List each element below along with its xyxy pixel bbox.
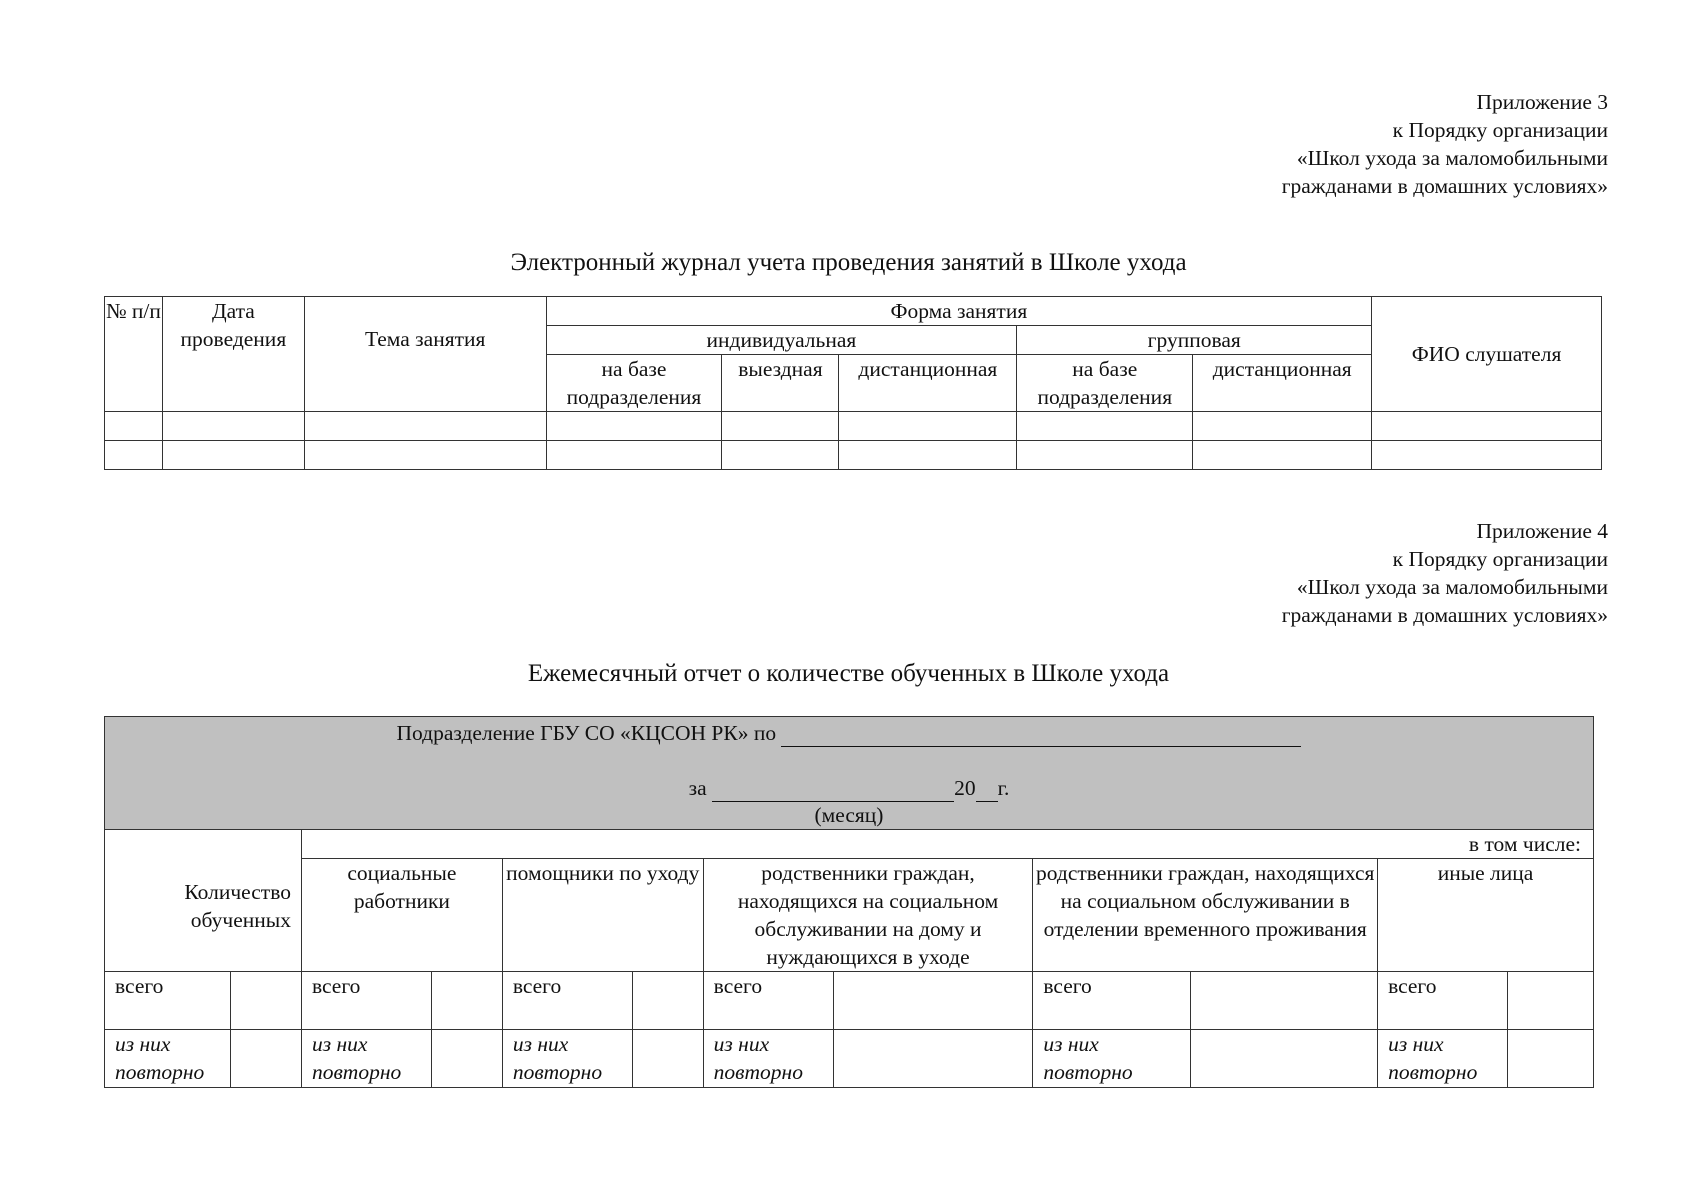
table-cell: [1372, 412, 1602, 441]
individual-visiting-header: выездная: [722, 355, 839, 412]
table-cell: [105, 412, 163, 441]
appendix-3-line-2: к Порядку организации: [1392, 118, 1608, 142]
table-cell: [722, 441, 839, 470]
report-title: Ежемесячный отчет о количестве обученных в Школе ухода: [527, 660, 1170, 687]
table-cell: [722, 412, 839, 441]
total-label: всего: [502, 972, 632, 1030]
form-header: Форма занятия: [546, 297, 1372, 326]
category-other: иные лица: [1378, 859, 1594, 972]
repeat-value[interactable]: [833, 1030, 1033, 1088]
total-row: [105, 972, 1594, 1030]
individual-header: индивидуальная: [546, 326, 1017, 355]
repeat-row: [105, 1030, 1594, 1088]
table-cell: [546, 412, 722, 441]
report-header-block: [105, 717, 1594, 830]
individual-distance-header: дистанционная: [839, 355, 1017, 412]
subdivision-input-line[interactable]: [781, 722, 1301, 747]
col-number-header: № п/п: [105, 297, 163, 412]
table-cell: [1372, 441, 1602, 470]
group-base-header: на базе подразделения: [1017, 355, 1193, 412]
appendix-3-header: [1282, 88, 1608, 200]
total-label: всего: [1033, 972, 1191, 1030]
period-prefix: за: [688, 776, 707, 800]
appendix-4-line-2: к Порядку организации: [1392, 547, 1608, 571]
total-value[interactable]: [1508, 972, 1594, 1030]
total-label: всего: [301, 972, 431, 1030]
table-cell: [304, 412, 546, 441]
total-value[interactable]: [833, 972, 1033, 1030]
group-distance-header: дистанционная: [1193, 355, 1372, 412]
appendix-4-line-1: Приложение 4: [1476, 519, 1608, 543]
table-row: [105, 412, 1602, 441]
appendix-4-line-3: «Школ ухода за маломобильными: [1296, 575, 1608, 599]
category-relatives-temporary: родственники граждан, находящихся на социальном обслуживании в отделении временного проживания: [1033, 859, 1378, 972]
table-cell: [1017, 412, 1193, 441]
journal-table: [104, 296, 1602, 470]
table-cell: [839, 441, 1017, 470]
table-cell: [1193, 441, 1372, 470]
table-cell: [1193, 412, 1372, 441]
repeat-value[interactable]: [1508, 1030, 1594, 1088]
total-value[interactable]: [431, 972, 502, 1030]
appendix-4-header: [1282, 517, 1608, 629]
table-cell: [546, 441, 722, 470]
year-prefix: 20: [954, 776, 976, 800]
trained-count-label: Количество обученных: [184, 879, 291, 932]
total-value[interactable]: [1191, 972, 1378, 1030]
repeat-label: из них повторно: [1378, 1030, 1508, 1088]
table-cell: [839, 412, 1017, 441]
category-relatives-home: родственники граждан, находящихся на социальном обслуживании на дому и нуждающихся в уходе: [703, 859, 1033, 972]
col-fio-header: ФИО слушателя: [1372, 297, 1602, 412]
month-input-line[interactable]: [712, 777, 954, 802]
total-value[interactable]: [230, 972, 301, 1030]
table-cell: [162, 441, 304, 470]
repeat-label: из них повторно: [703, 1030, 833, 1088]
trained-count-header: [105, 830, 302, 972]
col-date-header: Дата проведения: [162, 297, 304, 412]
report-table: [104, 716, 1594, 1088]
individual-base-header: на базе подразделения: [546, 355, 722, 412]
table-cell: [304, 441, 546, 470]
journal-title: Электронный журнал учета проведения занятий в Школе ухода: [510, 249, 1187, 276]
appendix-3-line-1: Приложение 3: [1476, 90, 1608, 114]
total-label: всего: [1378, 972, 1508, 1030]
repeat-label: из них повторно: [301, 1030, 431, 1088]
appendix-4-line-4: гражданами в домашних условиях»: [1281, 603, 1608, 627]
category-care-assistants: помощники по уходу: [502, 859, 703, 972]
year-input-line[interactable]: [976, 777, 998, 802]
repeat-value[interactable]: [431, 1030, 502, 1088]
including-header: в том числе:: [301, 830, 1593, 859]
total-label: всего: [703, 972, 833, 1030]
table-cell: [105, 441, 163, 470]
table-cell: [1017, 441, 1193, 470]
repeat-value[interactable]: [230, 1030, 301, 1088]
table-cell: [162, 412, 304, 441]
appendix-3-line-4: гражданами в домашних условиях»: [1281, 174, 1608, 198]
repeat-label: из них повторно: [502, 1030, 632, 1088]
total-label: всего: [105, 972, 231, 1030]
group-header: групповая: [1017, 326, 1372, 355]
repeat-label: из них повторно: [1033, 1030, 1191, 1088]
table-row: [105, 441, 1602, 470]
col-topic-header: Тема занятия: [304, 297, 546, 412]
appendix-3-line-3: «Школ ухода за маломобильными: [1296, 146, 1608, 170]
total-value[interactable]: [632, 972, 703, 1030]
repeat-label: из них повторно: [105, 1030, 231, 1088]
repeat-value[interactable]: [632, 1030, 703, 1088]
year-suffix: г.: [997, 776, 1010, 800]
repeat-value[interactable]: [1191, 1030, 1378, 1088]
subdivision-label: Подразделение ГБУ СО «КЦСОН РК» по: [396, 721, 777, 745]
month-caption: (месяц): [814, 803, 884, 827]
category-social-workers: социальные работники: [301, 859, 502, 972]
